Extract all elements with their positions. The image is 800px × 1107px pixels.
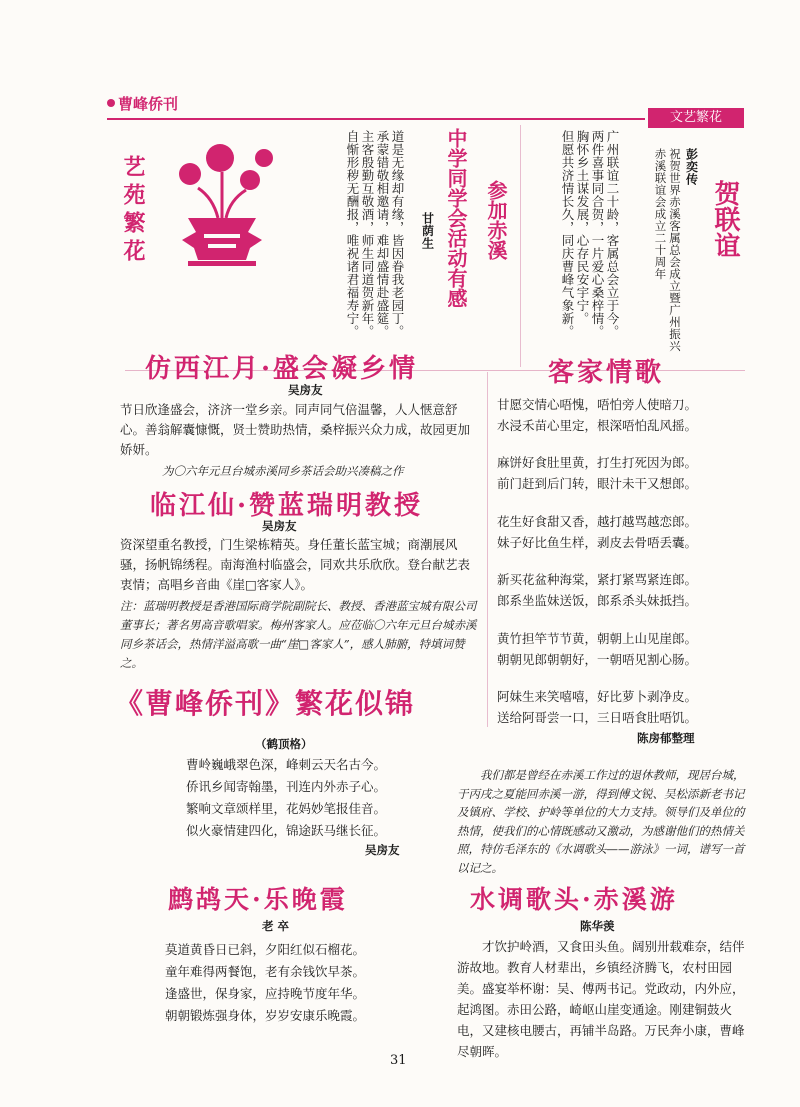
poem-f-intro: 我们都是曾经在赤溪工作过的退休教师，现居台城，于丙戌之夏能回赤溪一游，得到傅文锐、吴松添新老书记及镇府、学校、护岭等单位的大力支持。领导们及单位的热情，使我们的心情既感动又激动，为感谢他们的热情关照，特仿毛泽东的《水调歌头——游泳》一词，谱写一首以记之。 (457, 768, 745, 875)
poem1-line-3: 主客殷勤互敬酒，师生同道贺新年。 (360, 130, 375, 338)
poem-c-line-3: 繁响文章颂样里，花妈妙笔报佳音。 (186, 801, 387, 816)
poem-b-title: 临江仙·赞蓝瑞明教授 (150, 491, 424, 521)
poem-d-title: 鹧鸪天·乐晚霞 (168, 885, 348, 914)
poem-a-author: 吴房友 (288, 383, 323, 397)
poem-a-text: 节日欣逢盛会，济济一堂乡亲。同声同气倍温馨，人人惬意舒心。善翁解囊慷慨，贤士赞助热情，桑梓振兴众力成，故园更加娇妍。 (120, 402, 471, 457)
poem-a-title: 仿西江月·盛会凝乡情 (145, 354, 419, 384)
poem-e-line-8: 郎系坐监妹送饭，郎系杀头妹抵挡。 (497, 593, 698, 608)
poem-c-line-1: 曹岭巍峨翠色深，峰刺云天名古今。 (186, 757, 387, 772)
poem2-lines (560, 130, 620, 360)
poem-c-title: 《曹峰侨刊》繁花似锦 (115, 687, 416, 720)
poem1-author: 甘荫生 (420, 212, 435, 250)
poem1-title-part1: 参加赤溪 (484, 180, 508, 260)
poem2-line-1: 广州联谊二十龄，客属总会立于今。 (605, 130, 620, 338)
poem-e-title: 客家情歌 (548, 358, 665, 388)
poem-e-line-10: 朝朝见郎朝朝好，一朝唔见割心肠。 (497, 652, 698, 667)
poem-e-line-11: 阿妹生来笑嘻嘻，好比萝卜剥净皮。 (497, 689, 698, 704)
poem-a-note: 为〇六年元旦台城赤溪同乡茶话会助兴凑稿之作 (162, 464, 404, 478)
poem-f-text: 才饮护岭酒，又食田头鱼。阔别卅载难奈，结伴游故地。教育人材辈出，乡镇经济腾飞，农村田园美。盛宴举杯谢：吴、傅两书记。党政动，内外应，起鸿图。赤田公路，崎岖山崖变通途。刚建铜鼓火电，又建核电腰古，再铺半岛路。万民奔小康，曹峰尽朝晖。 (457, 939, 745, 1059)
poem-f-title: 水调歌头·赤溪游 (470, 885, 678, 914)
poem1-line-4: 自惭形秽无酬报，唯祝诸君福寿宁。 (345, 130, 360, 338)
poem1-lines (345, 130, 405, 342)
poem-d-line-3: 逢盛世，保身家，应持晚节度年华。 (165, 986, 366, 1001)
poem-c-author: 吴房友 (365, 843, 400, 857)
poem-d-author: 老 卒 (262, 919, 290, 933)
poem-c-line-2: 侨讯乡闻寄翰墨，刊连内外赤子心。 (186, 779, 387, 794)
poem2-author: 彭奕传 (684, 148, 699, 186)
poem-e-line-9: 黄竹担竿节节黄，朝朝上山见崖郎。 (497, 631, 698, 646)
poem1-line-2: 承蒙错敬相邀请，难却盛情赴盛筵。 (375, 130, 390, 338)
middle-divider (487, 372, 488, 727)
poem-e-line-1: 甘愿交情心唔愧，唔怕旁人使暗刀。 (497, 397, 698, 412)
poem-b-author: 吴房友 (262, 519, 297, 533)
poem2-line-4: 但愿共济情长久，同庆曹峰气象新。 (560, 130, 575, 338)
poem-b-note: 注：蓝瑞明教授是香港国际商学院副院长、教授、香港蓝宝城有限公司董事长；著名男高音歌唱家。梅州客家人。应莅临〇六年元旦台城赤溪同乡茶话会，热情洋溢高歌一曲“崖□客家人”，感人肺腑，特填词赞之。 (120, 599, 477, 670)
poem-e-line-3: 麻饼好食肚里黄，打生打死因为郎。 (497, 455, 698, 470)
poem-e-line-6: 妹子好比鱼生样，剥皮去骨唔丢囊。 (497, 535, 698, 550)
poem-d-line-1: 莫道黄昏日已斜，夕阳红似石榴花。 (165, 942, 366, 957)
top-divider (520, 125, 521, 367)
magazine-title: 曹峰侨刊 (118, 95, 179, 113)
poem-e-line-5: 花生好食甜又香，越打越骂越恋郎。 (497, 514, 698, 529)
header-dot (107, 99, 115, 107)
vase-flower-illustration (158, 128, 286, 268)
page-number: 31 (390, 1053, 407, 1068)
poem-e-line-4: 前门赶到后门转，眼汁未干又想郎。 (497, 476, 698, 491)
corner-title: 艺苑繁花 (120, 155, 146, 267)
section-tag: 文艺繁花 (648, 108, 744, 128)
poem-e-line-2: 水浸禾苗心里定，根深唔怕乱风摇。 (497, 418, 698, 433)
poem-e-line-12: 送给阿哥尝一口，三日唔食肚唔饥。 (497, 710, 698, 725)
poem-e-compiler: 陈房郁整理 (637, 731, 695, 745)
poem2-line-2: 两件喜事同合贺，一片爱心桑梓情。 (590, 130, 605, 338)
poem-e-line-7: 新买花盆种海棠，紧打紧骂紧连郎。 (497, 572, 698, 587)
poem2-subtitle: 祝贺世界赤溪客属总会成立暨广州振兴赤溪联谊会成立二十周年 (653, 148, 682, 352)
poem-c-line-4: 似火豪情建四化，锦途跃马继长征。 (186, 823, 387, 838)
poem1-line-1: 道是无缘却有缘，皆因眷我老园丁。 (390, 130, 405, 338)
poem-c-form: （鹤顶格） (255, 737, 313, 751)
poem-d-line-4: 朝朝锻炼强身体，岁岁安康乐晚霞。 (165, 1008, 366, 1023)
poem1-title-part2: 中学同学会活动有感 (444, 128, 468, 308)
poem2-title: 贺联谊 (710, 180, 740, 258)
poem2-line-3: 胸怀乡土谋发展，心存民安宇宁。 (575, 130, 590, 325)
poem-b-text: 资深望重名教授，门生梁栋精英。身任董长蓝宝城；商潮展风骚，扬帆锦绣程。南海渔村临盛会，同欢共乐欣欣。登台献艺表衷情；高唱乡音曲《崖□客家人》。 (120, 537, 471, 592)
poem-d-line-2: 童年难得两餐饱，老有余钱饮早茶。 (165, 964, 366, 979)
poem-f-author: 陈华羡 (580, 919, 615, 933)
